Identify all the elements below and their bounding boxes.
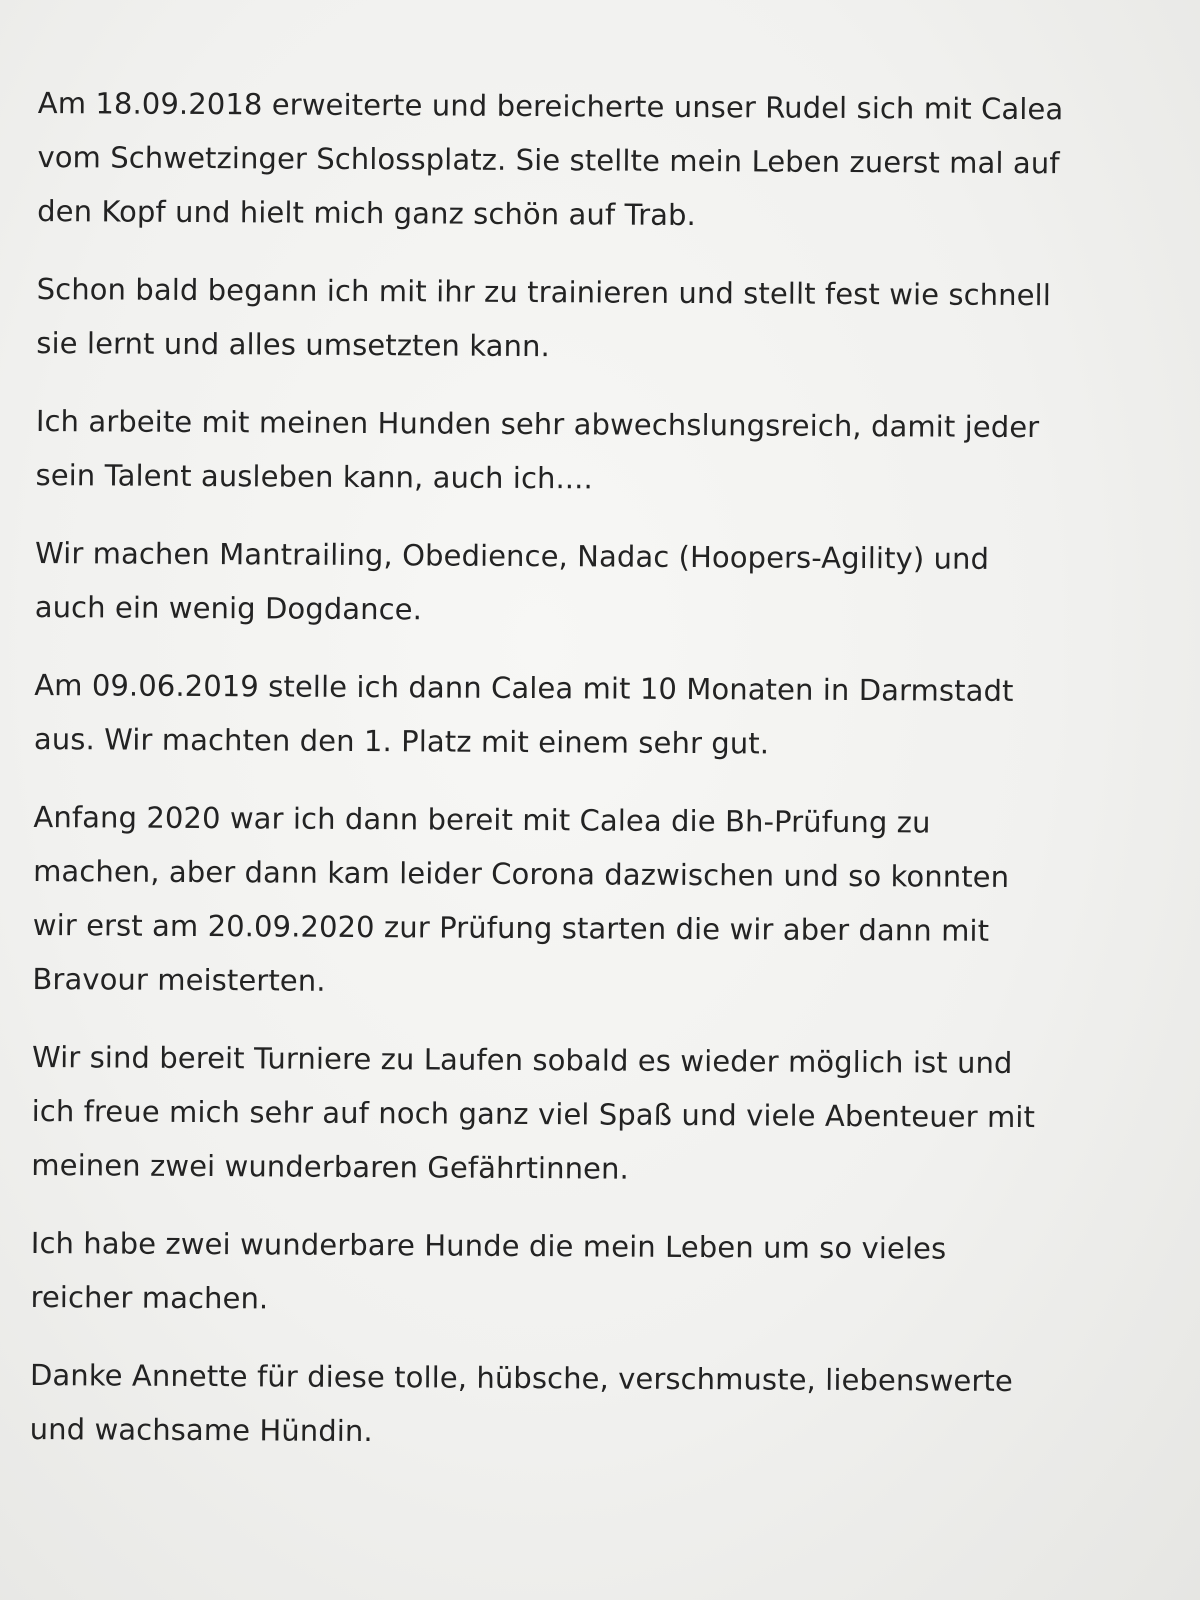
- paragraph-line: wir erst am 20.09.2020 zur Prüfung starten die wir aber dann mit: [32, 907, 990, 948]
- paragraph-line: vom Schwetzinger Schlossplatz. Sie stellte mein Leben zuerst mal auf: [37, 139, 1060, 181]
- paragraph: [31, 1030, 1162, 1199]
- paragraph-line: sein Talent ausleben kann, auch ich....: [35, 457, 593, 496]
- paragraph-line: ich freue mich sehr auf noch ganz viel Spaß und viele Abenteuer mit: [31, 1093, 1036, 1135]
- paragraph-line: Danke Annette für diese tolle, hübsche, verschmuste, liebenswerte: [29, 1357, 1013, 1398]
- paragraph: [36, 262, 1167, 377]
- paragraph-line: Anfang 2020 war ich dann bereit mit Calea die Bh-Prüfung zu: [33, 799, 931, 840]
- paragraph-line: Bravour meisterten.: [32, 961, 326, 998]
- paragraph-line: Schon bald begann ich mit ihr zu trainieren und stellt fest wie schnell: [36, 271, 1052, 313]
- paragraph: [35, 394, 1166, 509]
- paragraph: [34, 658, 1165, 773]
- paragraph-line: sie lernt und alles umsetzten kann.: [36, 325, 550, 364]
- paragraph-line: aus. Wir machten den 1. Platz mit einem sehr gut.: [33, 721, 770, 761]
- paragraph-line: machen, aber dann kam leider Corona dazwischen und so konnten: [33, 853, 1010, 894]
- paragraph-line: auch ein wenig Dogdance.: [34, 589, 423, 627]
- paragraph-line: Am 18.09.2018 erweiterte und bereicherte unser Rudel sich mit Calea: [37, 85, 1064, 127]
- document-body: [29, 76, 1168, 1487]
- paragraph: [37, 76, 1168, 245]
- paragraph: [30, 1216, 1161, 1331]
- paragraph-line: und wachsame Hündin.: [29, 1411, 373, 1449]
- paragraph-line: reicher machen.: [30, 1279, 269, 1316]
- paragraph-line: Ich habe zwei wunderbare Hunde die mein Leben um so vieles: [30, 1225, 947, 1266]
- paragraph-line: Ich arbeite mit meinen Hunden sehr abwechslungsreich, damit jeder: [35, 403, 1040, 445]
- paragraph-line: Wir machen Mantrailing, Obedience, Nadac (Hoopers-Agility) und: [34, 535, 990, 576]
- paragraph: [32, 790, 1163, 1013]
- paragraph-line: Am 09.06.2019 stelle ich dann Calea mit 10 Monaten in Darmstadt: [34, 667, 1014, 708]
- paragraph: [35, 526, 1166, 641]
- paragraph: [30, 1348, 1161, 1463]
- paragraph-line: Wir sind bereit Turniere zu Laufen sobald es wieder möglich ist und: [31, 1039, 1013, 1080]
- paragraph-line: meinen zwei wunderbaren Gefährtinnen.: [31, 1147, 629, 1186]
- paragraph-line: den Kopf und hielt mich ganz schön auf Trab.: [37, 193, 696, 233]
